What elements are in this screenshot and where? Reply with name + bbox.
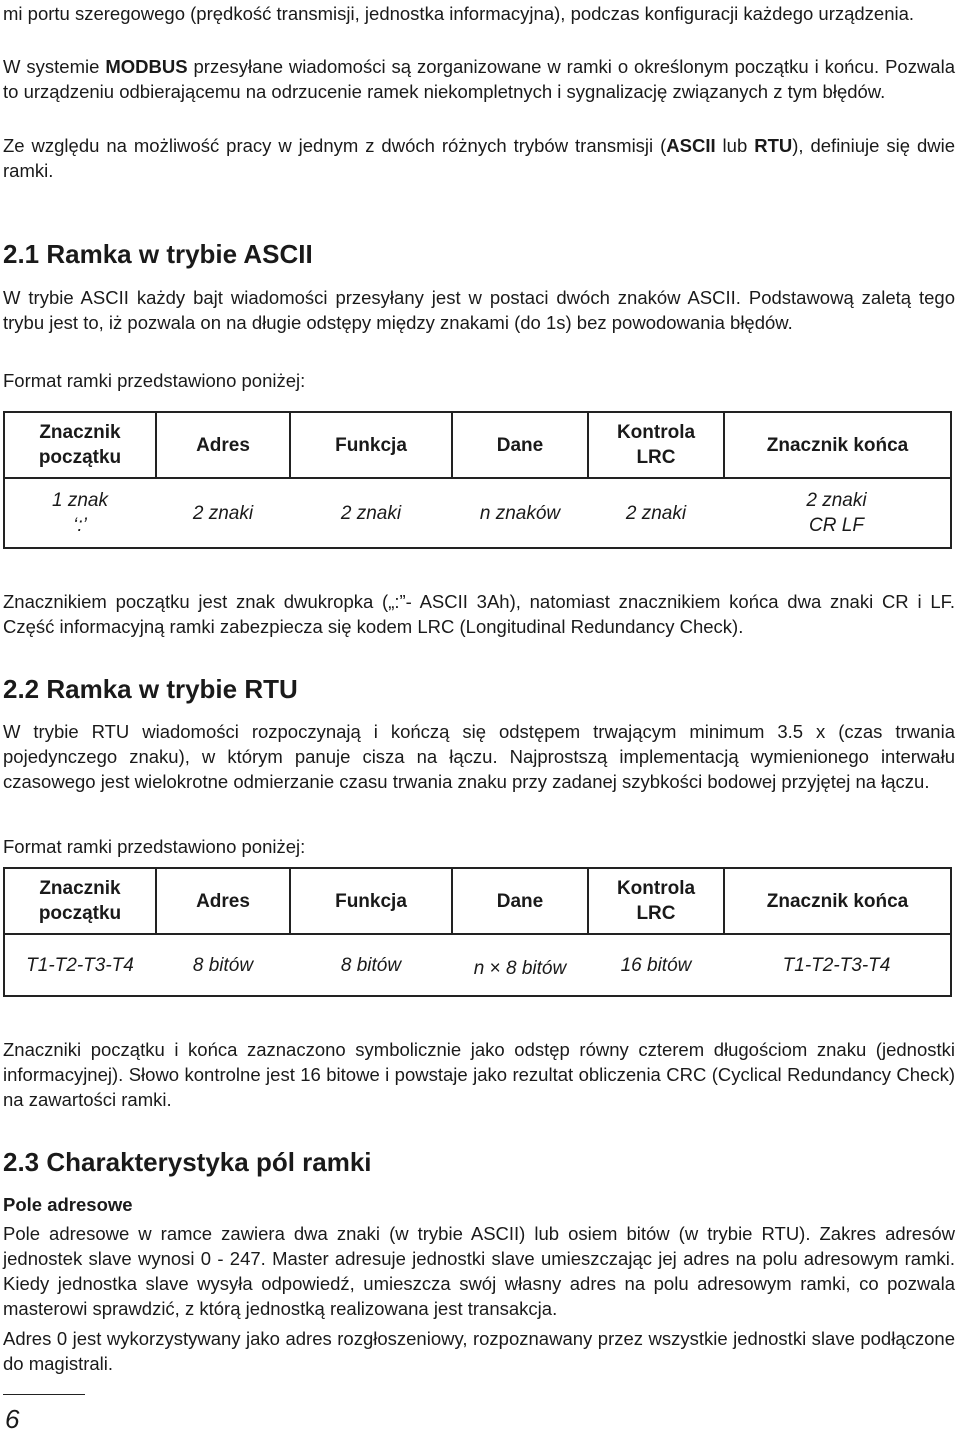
rtu-value-address: 8 bitów [192,954,254,976]
section-heading-rtu: 2.2 Ramka w trybie RTU [3,674,298,704]
rtu-label: RTU [754,135,793,156]
ascii-header-address: Adres [155,413,291,477]
rtu-value-data-n: n [473,957,485,979]
intro-p3-text-c: lub [715,135,755,156]
intro-paragraph-3 [3,133,955,183]
fields-paragraph-2: Adres 0 jest wykorzystywany jako adres rozgłoszeniowy, rozpoznawany przez wszystkie jednostki slave podłączone do magistrali. [3,1328,955,1374]
rtu-header-crc: Kontrola LRC [616,878,696,924]
rtu-header-function: Funkcja [335,890,407,912]
rtu-frame-table [3,867,952,997]
rtu-value-data-bits: 8 bitów [506,957,567,979]
ascii-value-data: n znaków [479,502,561,524]
rtu-value-data [451,935,589,995]
multiply-symbol: × [489,957,501,979]
fields-paragraph-1: Pole adresowe w ramce zawiera dwa znaki (w trybie ASCII) lub osiem bitów (w trybie RTU). Zakres adresów jednostek slave wynosi 0 - 247. Master adresuje jednostki slave umieszczając jej adres na polu adresowym ramki. Kiedy jednostka slave wysyła odpowiedź, umieszcza swój własny adres na polu adresowym ramki, co pozwala masterowi sprawdzić, z którą jednostką realizowana jest transakcja. [3,1223,955,1319]
footer-rule [3,1394,85,1395]
ascii-frame-values-row [5,479,950,547]
section-heading-fields: 2.3 Charakterystyka pól ramki [3,1147,372,1177]
rtu-paragraph-3: Znaczniki początku i końca zaznaczono symbolicznie jako odstęp równy czterem długościom znaku (jednostki informacyjnej). Słowo kontrolne jest 16 bitowe i powstaje jako rezultat obliczenia CRC (Cyclical Redundancy Check) na zawartości ramki. [3,1039,955,1110]
ascii-header-function: Funkcja [335,434,407,456]
rtu-value-crc: 16 bitów [620,954,692,976]
rtu-paragraph-2: Format ramki przedstawiono poniżej: [3,836,306,857]
ascii-header-lrc: Kontrola LRC [616,422,696,468]
ascii-header-data: Dane [451,413,589,477]
rtu-value-start: T1-T2-T3-T4 [26,954,134,976]
modbus-label: MODBUS [105,56,188,77]
ascii-header-end: Znacznik końca [723,413,950,477]
ascii-value-function: 2 znaki [340,502,402,524]
rtu-frame-header-row [5,869,950,935]
ascii-value-lrc: 2 znaki [625,502,687,524]
subheading-address-field: Pole adresowe [3,1194,133,1215]
intro-p2-text-b: przesyłane wiadomości są zorganizowane w ramki o określonym początku i końcu. Pozwala to urządzeniu odbierającemu na odrzucenie ramek niekompletnych i sygnalizację związanych z tym błędów. [3,56,955,102]
rtu-value-end: T1-T2-T3-T4 [782,954,891,976]
page-number: 6 [5,1404,20,1434]
rtu-header-end: Znacznik końca [723,869,950,933]
intro-p3-text-d: ), definiuje się dwie ramki. [3,135,955,181]
intro-paragraph-1: mi portu szeregowego (prędkość transmisji, jednostka informacyjna), podczas konfiguracji każdego urządzenia. [3,3,915,24]
rtu-header-address: Adres [155,869,291,933]
intro-p3-text-a: Ze względu na możliwość pracy w jednym z dwóch różnych trybów transmisji ( [3,135,667,156]
ascii-paragraph-3: Znacznikiem początku jest znak dwukropka („:”- ASCII 3Ah), natomiast znacznikiem końca dwa znaki CR i LF. Część informacyjną ramki zabezpiecza się kodem LRC (Longitudinal Redundancy Check). [3,591,955,637]
intro-p2-text-a: W systemie [3,56,106,77]
intro-paragraph-2 [3,54,955,104]
ascii-label: ASCII [666,135,716,156]
ascii-frame-header-row [5,413,950,479]
rtu-frame-values-row [5,935,950,995]
rtu-header-data: Dane [451,869,589,933]
rtu-value-function: 8 bitów [340,954,402,976]
ascii-paragraph-2: Format ramki przedstawiono poniżej: [3,370,306,391]
ascii-paragraph-1: W trybie ASCII każdy bajt wiadomości przesyłany jest w postaci dwóch znaków ASCII. Podstawową zaletą tego trybu jest to, iż pozwala on na długie odstępy między znakami (do 1s) bez powodowania błędów. [3,287,955,333]
ascii-header-start: Znacznik początku [38,422,122,468]
ascii-value-end: 2 znaki CR LF [806,490,867,536]
section-heading-ascii: 2.1 Ramka w trybie ASCII [3,239,313,269]
ascii-value-start: 1 znak ‘:’ [52,490,108,536]
ascii-value-address: 2 znaki [192,502,254,524]
rtu-paragraph-1: W trybie RTU wiadomości rozpoczynają i kończą się odstępem trwającym minimum 3.5 x (czas trwania pojedynczego znaku), w którym panuje cisza na łączu. Najprostszą implementacją wymienionego interwału czasowego jest wielokrotne odmierzanie czasu trwania znaku przy zadanej szybkości bodowej przyjętej na łączu. [3,721,955,792]
rtu-header-start: Znacznik początku [38,878,122,924]
ascii-frame-table [3,411,952,549]
